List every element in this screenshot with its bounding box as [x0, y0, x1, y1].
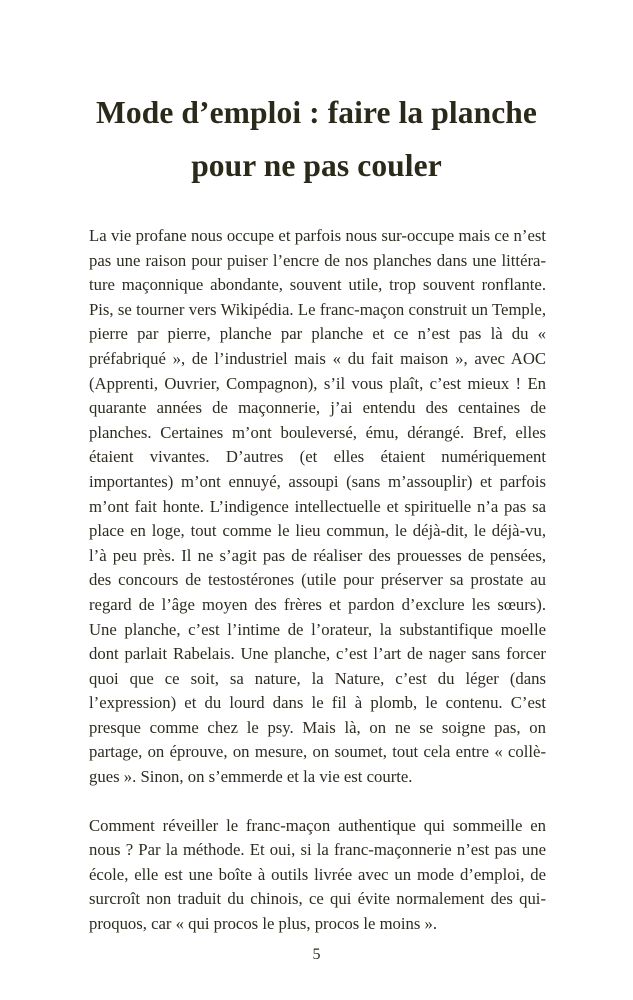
paragraph-2: Comment réveiller le franc-maçon authentique qui sommeille en nous ? Par la méthode. Et oui, si la franc-maçonnerie n’est pas une école, elle est une boîte à outils livrée avec un mode d’emploi, de surcroît non traduit du chinois, ce qui évite normalement des quiproquos, car « qui procos le plus, procos le moins ».	[89, 815, 546, 934]
page-number: 5	[312, 946, 321, 963]
body-text	[89, 224, 546, 937]
chapter-title-line-2: pour ne pas couler	[191, 148, 442, 183]
chapter-title-line-1: Mode d’emploi : faire la planche	[96, 95, 537, 130]
chapter-title	[60, 86, 573, 192]
paragraph-1: La vie profane nous occupe et parfois nous sur-occupe mais ce n’est pas une raison pour puiser l’encre de nos planches dans une littérature maçonnique abondante, souvent utile, trop souvent ronflante. Pis, se tourner vers Wikipédia. Le franc-maçon construit un Temple, pierre par pierre, planche par planche et ce n’est pas là du « préfabriqué », de l’industriel mais « du fait maison », avec AOC (Apprenti, Ouvrier, Compagnon), s’il vous plaît, c’est mieux ! En quarante années de maçonnerie, j’ai entendu des centaines de planches. Certaines m’ont bouleversé, ému, dérangé. Bref, elles étaient vivantes. D’autres (et elles étaient numériquement importantes) m’ont ennuyé, assoupi (sans m’assouplir) et parfois m’ont fait honte. L’indigence intellectuelle et spirituelle n’a pas sa place en loge, tout comme le lieu commun, le déjà-dit, le déjà-vu, l’à peu près. Il ne s’agit pas de réaliser des prouesses de pensées, des concours de testostérones (utile pour préserver sa prostate au regard de l’âge moyen des frères et pardon d’exclure les sœurs). Une planche, c’est l’intime de l’orateur, la substantifique moelle dont parlait Rabelais. Une planche, c’est l’art de nager sans forcer quoi que ce soit, sa nature, la Nature, c’est du léger (dans l’expression) et du lourd dans le fil à plomb, le contenu. C’est presque comme chez le psy. Mais là, on ne se soigne pas, on partage, on éprouve, on mesure, on soumet, tout cela entre « collègues ». Sinon, on s’emmerde et la vie est courte.	[89, 226, 546, 787]
